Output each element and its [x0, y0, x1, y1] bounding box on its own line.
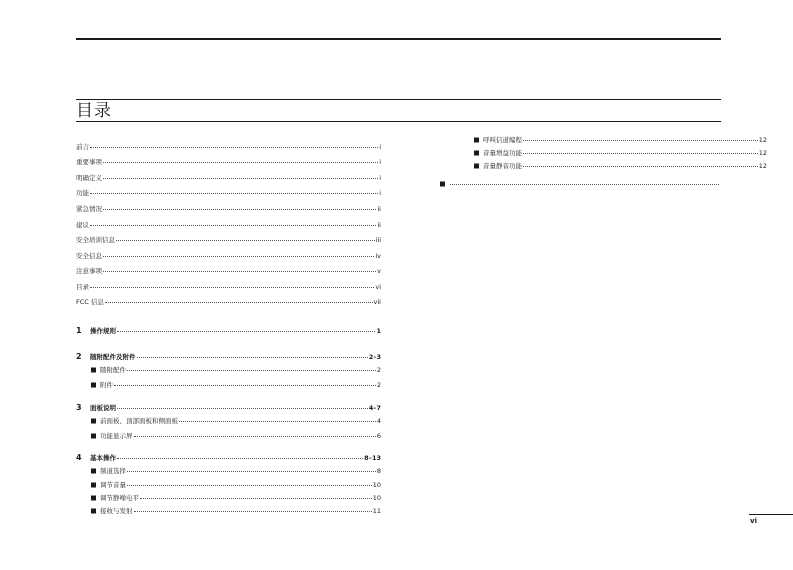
toc-entry-page: i — [379, 158, 381, 166]
subentry-label: 接收与发射 — [100, 507, 133, 515]
leader-dots — [117, 458, 363, 459]
toc-entry-label: 重要事项 — [76, 158, 102, 166]
toc-entry-page: ii — [377, 221, 381, 229]
leader-dots — [114, 385, 376, 386]
toc-entry[interactable] — [76, 283, 381, 292]
chapter-label: 操作规则 — [90, 327, 116, 335]
subentry-page: 11 — [372, 507, 381, 515]
square-bullet-icon — [91, 419, 96, 424]
subentry-label: 前面板、顶部面板和侧面板 — [100, 417, 178, 425]
toc-subentry[interactable] — [474, 162, 767, 171]
chapter-page: 8–13 — [364, 454, 381, 462]
leader-dots — [523, 140, 758, 141]
leader-dots — [117, 331, 375, 332]
title-rule-top — [76, 99, 721, 100]
subentry-page: 6 — [376, 432, 381, 440]
toc-subentry[interactable] — [91, 467, 381, 476]
subentry-page: 2 — [376, 381, 381, 389]
toc-entry[interactable] — [76, 189, 381, 198]
toc-entry[interactable] — [76, 267, 381, 276]
toc-subentry[interactable] — [91, 481, 381, 490]
subentry-page: 10 — [372, 494, 381, 502]
toc-subentry[interactable] — [91, 381, 381, 390]
toc-subentry[interactable] — [91, 417, 381, 426]
toc-entry-label: 安全培训信息 — [76, 236, 115, 244]
toc-subentry[interactable] — [474, 149, 767, 158]
leader-dots — [103, 178, 378, 179]
leader-dots — [90, 225, 376, 226]
subentry-page: 10 — [372, 481, 381, 489]
square-bullet-icon — [91, 434, 96, 439]
toc-entry[interactable] — [76, 236, 381, 245]
chapter-number: 1 — [76, 326, 82, 335]
subentry-page: 12 — [758, 136, 767, 144]
page-title: 目录 — [76, 101, 112, 121]
toc-subentry[interactable] — [91, 366, 381, 375]
subentry-label: 音量静音功能 — [483, 162, 522, 170]
toc-entry-label: 前言 — [76, 143, 89, 151]
leader-dots — [523, 153, 758, 154]
leader-dots — [137, 357, 368, 358]
leader-dots — [105, 302, 373, 303]
toc-entry-page: v — [377, 267, 381, 275]
toc-chapter[interactable] — [76, 453, 381, 463]
leader-dots — [140, 498, 372, 499]
page-number-rule — [749, 514, 793, 515]
toc-chapter[interactable] — [76, 326, 381, 336]
leader-dots — [134, 511, 372, 512]
toc-entry[interactable] — [76, 252, 381, 261]
toc-entry-page: vii — [373, 298, 381, 306]
toc-entry[interactable] — [76, 205, 381, 214]
toc-entry-label: FCC 信息 — [76, 298, 104, 306]
subentry-label: 随附配件 — [100, 366, 126, 374]
leader-dots — [127, 485, 372, 486]
toc-subentry[interactable] — [440, 181, 720, 186]
toc-entry-page: i — [379, 189, 381, 197]
chapter-label: 基本操作 — [90, 454, 116, 462]
toc-entry-page: ii — [377, 205, 381, 213]
square-bullet-icon — [91, 368, 96, 373]
leader-dots — [103, 162, 378, 163]
toc-entry[interactable] — [76, 158, 381, 167]
toc-entry[interactable] — [76, 298, 381, 307]
page-number: vi — [750, 517, 757, 525]
square-bullet-icon — [474, 164, 479, 169]
toc-subentry[interactable] — [474, 136, 767, 145]
toc-entry-label: 注意事项 — [76, 267, 102, 275]
leader-dots — [179, 421, 376, 422]
top-rule — [76, 38, 721, 40]
leader-dots — [134, 436, 376, 437]
square-bullet-icon — [91, 496, 96, 501]
toc-entry-page: iv — [375, 252, 381, 260]
leader-dots — [127, 471, 376, 472]
square-bullet-icon — [474, 138, 479, 143]
leader-dots — [90, 287, 374, 288]
chapter-number: 4 — [76, 453, 82, 462]
subentry-page: 4 — [376, 417, 381, 425]
toc-entry-label: 紧急情况 — [76, 205, 102, 213]
square-bullet-icon — [91, 469, 96, 474]
square-bullet-icon — [91, 509, 96, 514]
toc-entry-label: 目录 — [76, 283, 89, 291]
subentry-label: 频道选择 — [100, 467, 126, 475]
leader-dots — [103, 271, 376, 272]
subentry-page: 12 — [758, 149, 767, 157]
toc-entry-page: vi — [375, 283, 381, 291]
subentry-page: 12 — [758, 162, 767, 170]
chapter-label: 面板说明 — [90, 404, 116, 412]
subentry-label: 附件 — [100, 381, 113, 389]
toc-entry-label: 建议 — [76, 221, 89, 229]
title-rule-bottom — [76, 121, 721, 122]
square-bullet-icon — [91, 483, 96, 488]
toc-entry-label: 功能 — [76, 189, 89, 197]
chapter-page: 4–7 — [368, 404, 381, 412]
leader-dots — [117, 408, 368, 409]
square-bullet-icon — [91, 383, 96, 388]
leader-dots — [127, 370, 376, 371]
toc-subentry[interactable] — [91, 494, 381, 503]
leader-dots — [450, 184, 719, 185]
square-bullet-icon — [474, 151, 479, 156]
chapter-page: 1 — [376, 327, 381, 335]
leader-dots — [523, 166, 758, 167]
toc-entry-label: 安全信息 — [76, 252, 102, 260]
subentry-page: 2 — [376, 366, 381, 374]
toc-chapter[interactable] — [76, 403, 381, 413]
subentry-label: 调节静噪电平 — [100, 494, 139, 502]
toc-entry[interactable] — [76, 143, 381, 152]
subentry-label: 功能显示屏 — [100, 432, 133, 440]
chapter-number: 3 — [76, 403, 82, 412]
chapter-number: 2 — [76, 352, 82, 361]
subentry-label: 音量增益功能 — [483, 149, 522, 157]
toc-entry-page: iii — [375, 236, 381, 244]
leader-dots — [90, 193, 378, 194]
toc-subentry[interactable] — [91, 432, 381, 441]
toc-chapter[interactable] — [76, 352, 381, 362]
toc-entry[interactable] — [76, 174, 381, 183]
toc-entry[interactable] — [76, 221, 381, 230]
subentry-label: 呼叫信道编程 — [483, 136, 522, 144]
subentry-page: 8 — [376, 467, 381, 475]
toc-subentry[interactable] — [91, 507, 381, 516]
toc-entry-page: i — [379, 143, 381, 151]
square-bullet-icon — [440, 182, 445, 187]
chapter-page: 2–3 — [368, 353, 381, 361]
leader-dots — [103, 256, 374, 257]
leader-dots — [90, 147, 378, 148]
leader-dots — [116, 240, 375, 241]
leader-dots — [103, 209, 376, 210]
toc-entry-label: 明确定义 — [76, 174, 102, 182]
toc-entry-page: i — [379, 174, 381, 182]
chapter-label: 随附配件及附件 — [90, 353, 136, 361]
subentry-label: 调节音量 — [100, 481, 126, 489]
